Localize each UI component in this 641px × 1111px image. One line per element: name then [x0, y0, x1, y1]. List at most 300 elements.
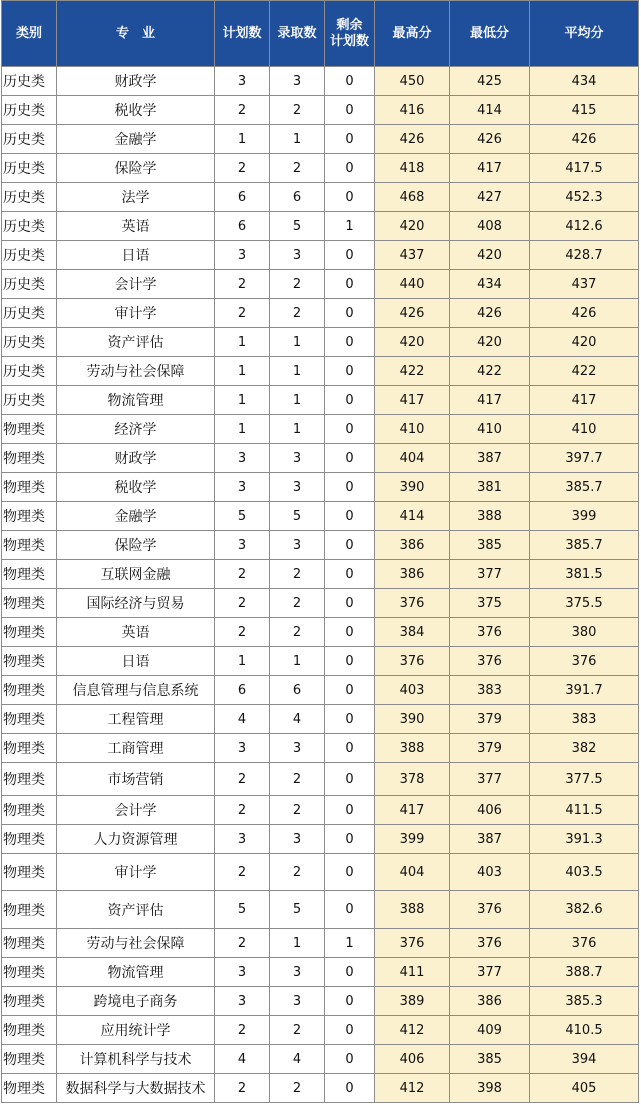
cell-plan: 2 — [215, 796, 270, 825]
cell-avg-score: 376 — [530, 647, 639, 676]
cell-plan: 4 — [215, 1045, 270, 1074]
table-row — [2, 386, 639, 415]
cell-max-score: 468 — [375, 183, 450, 212]
cell-avg-score: 415 — [530, 96, 639, 125]
cell-avg-score: 399 — [530, 502, 639, 531]
cell-remaining: 0 — [325, 299, 375, 328]
cell-major: 保险学 — [57, 531, 215, 560]
cell-plan: 2 — [215, 154, 270, 183]
cell-major: 财政学 — [57, 444, 215, 473]
cell-min-score: 379 — [450, 734, 530, 763]
cell-avg-score: 391.3 — [530, 825, 639, 854]
cell-major: 日语 — [57, 241, 215, 270]
cell-min-score: 385 — [450, 531, 530, 560]
cell-remaining: 0 — [325, 154, 375, 183]
cell-min-score: 426 — [450, 299, 530, 328]
cell-plan: 4 — [215, 705, 270, 734]
cell-major: 人力资源管理 — [57, 825, 215, 854]
cell-admitted: 3 — [270, 734, 325, 763]
cell-category: 物理类 — [2, 502, 57, 531]
cell-min-score: 379 — [450, 705, 530, 734]
cell-remaining: 0 — [325, 958, 375, 987]
cell-min-score: 406 — [450, 796, 530, 825]
cell-category: 物理类 — [2, 444, 57, 473]
cell-max-score: 404 — [375, 854, 450, 891]
admission-score-table — [1, 0, 639, 1103]
table-row — [2, 1045, 639, 1074]
cell-min-score: 427 — [450, 183, 530, 212]
cell-category: 物理类 — [2, 1016, 57, 1045]
cell-max-score: 417 — [375, 796, 450, 825]
cell-min-score: 409 — [450, 1016, 530, 1045]
cell-max-score: 418 — [375, 154, 450, 183]
cell-admitted: 2 — [270, 854, 325, 891]
cell-category: 历史类 — [2, 386, 57, 415]
cell-major: 税收学 — [57, 96, 215, 125]
cell-admitted: 1 — [270, 357, 325, 386]
cell-remaining: 0 — [325, 589, 375, 618]
cell-max-score: 390 — [375, 705, 450, 734]
cell-min-score: 377 — [450, 560, 530, 589]
cell-category: 历史类 — [2, 67, 57, 96]
cell-category: 物理类 — [2, 647, 57, 676]
cell-max-score: 376 — [375, 589, 450, 618]
cell-plan: 3 — [215, 734, 270, 763]
cell-admitted: 4 — [270, 705, 325, 734]
cell-admitted: 4 — [270, 1045, 325, 1074]
table-row — [2, 589, 639, 618]
cell-major: 信息管理与信息系统 — [57, 676, 215, 705]
cell-major: 会计学 — [57, 796, 215, 825]
cell-min-score: 376 — [450, 647, 530, 676]
cell-plan: 2 — [215, 854, 270, 891]
cell-avg-score: 382 — [530, 734, 639, 763]
cell-max-score: 412 — [375, 1016, 450, 1045]
cell-major: 互联网金融 — [57, 560, 215, 589]
cell-min-score: 386 — [450, 987, 530, 1016]
cell-remaining: 0 — [325, 676, 375, 705]
table-row — [2, 444, 639, 473]
cell-plan: 2 — [215, 929, 270, 958]
cell-avg-score: 383 — [530, 705, 639, 734]
table-row — [2, 299, 639, 328]
cell-remaining: 0 — [325, 618, 375, 647]
cell-avg-score: 411.5 — [530, 796, 639, 825]
cell-admitted: 2 — [270, 270, 325, 299]
cell-avg-score: 385.3 — [530, 987, 639, 1016]
table-row — [2, 958, 639, 987]
cell-category: 物理类 — [2, 825, 57, 854]
table-row — [2, 705, 639, 734]
cell-remaining: 0 — [325, 647, 375, 676]
table-row — [2, 796, 639, 825]
cell-category: 物理类 — [2, 958, 57, 987]
cell-major: 会计学 — [57, 270, 215, 299]
cell-remaining: 0 — [325, 473, 375, 502]
cell-category: 物理类 — [2, 929, 57, 958]
cell-min-score: 377 — [450, 763, 530, 796]
table-row — [2, 212, 639, 241]
cell-max-score: 378 — [375, 763, 450, 796]
cell-avg-score: 381.5 — [530, 560, 639, 589]
cell-avg-score: 380 — [530, 618, 639, 647]
cell-admitted: 2 — [270, 96, 325, 125]
table-row — [2, 1074, 639, 1103]
header-admitted: 录取数 — [270, 1, 325, 67]
cell-avg-score: 388.7 — [530, 958, 639, 987]
cell-remaining: 0 — [325, 854, 375, 891]
cell-plan: 3 — [215, 987, 270, 1016]
cell-plan: 2 — [215, 589, 270, 618]
cell-admitted: 2 — [270, 560, 325, 589]
cell-remaining: 0 — [325, 1045, 375, 1074]
cell-major: 金融学 — [57, 125, 215, 154]
cell-category: 物理类 — [2, 734, 57, 763]
cell-max-score: 417 — [375, 386, 450, 415]
table-row — [2, 154, 639, 183]
cell-admitted: 1 — [270, 929, 325, 958]
cell-plan: 3 — [215, 444, 270, 473]
cell-major: 审计学 — [57, 299, 215, 328]
table-row — [2, 763, 639, 796]
cell-remaining: 0 — [325, 891, 375, 929]
cell-avg-score: 403.5 — [530, 854, 639, 891]
cell-plan: 3 — [215, 473, 270, 502]
cell-plan: 2 — [215, 1074, 270, 1103]
cell-max-score: 414 — [375, 502, 450, 531]
header-remaining-line2: 计划数 — [329, 33, 369, 49]
cell-admitted: 3 — [270, 241, 325, 270]
cell-major: 保险学 — [57, 154, 215, 183]
header-remaining-line1: 剩余 — [336, 17, 363, 33]
cell-min-score: 434 — [450, 270, 530, 299]
cell-plan: 6 — [215, 183, 270, 212]
cell-remaining: 0 — [325, 763, 375, 796]
cell-avg-score: 437 — [530, 270, 639, 299]
cell-min-score: 398 — [450, 1074, 530, 1103]
cell-remaining: 0 — [325, 125, 375, 154]
cell-remaining: 0 — [325, 705, 375, 734]
cell-plan: 5 — [215, 502, 270, 531]
header-row — [2, 1, 639, 67]
cell-admitted: 1 — [270, 386, 325, 415]
table-row — [2, 67, 639, 96]
cell-category: 物理类 — [2, 1074, 57, 1103]
cell-admitted: 2 — [270, 1074, 325, 1103]
cell-admitted: 3 — [270, 825, 325, 854]
cell-remaining: 0 — [325, 987, 375, 1016]
cell-category: 物理类 — [2, 705, 57, 734]
cell-avg-score: 412.6 — [530, 212, 639, 241]
cell-min-score: 385 — [450, 1045, 530, 1074]
cell-plan: 3 — [215, 958, 270, 987]
cell-min-score: 422 — [450, 357, 530, 386]
cell-category: 物理类 — [2, 854, 57, 891]
cell-remaining: 0 — [325, 796, 375, 825]
cell-min-score: 376 — [450, 618, 530, 647]
cell-max-score: 404 — [375, 444, 450, 473]
table-row — [2, 560, 639, 589]
table-row — [2, 647, 639, 676]
table-row — [2, 929, 639, 958]
cell-avg-score: 391.7 — [530, 676, 639, 705]
cell-avg-score: 410 — [530, 415, 639, 444]
cell-admitted: 3 — [270, 987, 325, 1016]
table-row — [2, 473, 639, 502]
cell-min-score: 414 — [450, 96, 530, 125]
cell-max-score: 411 — [375, 958, 450, 987]
cell-category: 历史类 — [2, 241, 57, 270]
cell-category: 物理类 — [2, 676, 57, 705]
table-row — [2, 618, 639, 647]
cell-max-score: 386 — [375, 531, 450, 560]
cell-major: 劳动与社会保障 — [57, 357, 215, 386]
cell-category: 历史类 — [2, 299, 57, 328]
header-plan: 计划数 — [215, 1, 270, 67]
cell-max-score: 422 — [375, 357, 450, 386]
cell-max-score: 420 — [375, 212, 450, 241]
cell-avg-score: 382.6 — [530, 891, 639, 929]
cell-plan: 2 — [215, 763, 270, 796]
cell-min-score: 376 — [450, 891, 530, 929]
cell-category: 历史类 — [2, 357, 57, 386]
table-row — [2, 125, 639, 154]
cell-plan: 2 — [215, 270, 270, 299]
cell-remaining: 0 — [325, 270, 375, 299]
cell-major: 数据科学与大数据技术 — [57, 1074, 215, 1103]
cell-major: 英语 — [57, 618, 215, 647]
cell-major: 审计学 — [57, 854, 215, 891]
cell-avg-score: 452.3 — [530, 183, 639, 212]
cell-max-score: 440 — [375, 270, 450, 299]
cell-category: 物理类 — [2, 531, 57, 560]
cell-remaining: 0 — [325, 96, 375, 125]
cell-min-score: 426 — [450, 125, 530, 154]
cell-remaining: 0 — [325, 1016, 375, 1045]
cell-avg-score: 375.5 — [530, 589, 639, 618]
cell-plan: 2 — [215, 618, 270, 647]
table-row — [2, 96, 639, 125]
cell-major: 金融学 — [57, 502, 215, 531]
cell-remaining: 0 — [325, 734, 375, 763]
cell-min-score: 420 — [450, 328, 530, 357]
cell-min-score: 388 — [450, 502, 530, 531]
cell-plan: 3 — [215, 825, 270, 854]
table-row — [2, 987, 639, 1016]
cell-avg-score: 397.7 — [530, 444, 639, 473]
cell-plan: 2 — [215, 1016, 270, 1045]
cell-plan: 3 — [215, 241, 270, 270]
cell-admitted: 2 — [270, 154, 325, 183]
cell-min-score: 376 — [450, 929, 530, 958]
cell-avg-score: 385.7 — [530, 473, 639, 502]
cell-plan: 1 — [215, 357, 270, 386]
cell-remaining: 0 — [325, 67, 375, 96]
table-row — [2, 854, 639, 891]
cell-min-score: 420 — [450, 241, 530, 270]
cell-category: 历史类 — [2, 154, 57, 183]
header-major: 专 业 — [57, 1, 215, 67]
cell-major: 劳动与社会保障 — [57, 929, 215, 958]
cell-major: 税收学 — [57, 473, 215, 502]
cell-major: 国际经济与贸易 — [57, 589, 215, 618]
cell-avg-score: 417.5 — [530, 154, 639, 183]
cell-major: 资产评估 — [57, 328, 215, 357]
cell-plan: 5 — [215, 891, 270, 929]
cell-remaining: 0 — [325, 502, 375, 531]
cell-max-score: 384 — [375, 618, 450, 647]
cell-category: 物理类 — [2, 763, 57, 796]
cell-min-score: 387 — [450, 825, 530, 854]
cell-max-score: 420 — [375, 328, 450, 357]
cell-admitted: 2 — [270, 1016, 325, 1045]
cell-category: 物理类 — [2, 987, 57, 1016]
cell-category: 物理类 — [2, 796, 57, 825]
cell-category: 物理类 — [2, 589, 57, 618]
cell-max-score: 416 — [375, 96, 450, 125]
cell-plan: 1 — [215, 125, 270, 154]
cell-max-score: 437 — [375, 241, 450, 270]
cell-admitted: 5 — [270, 502, 325, 531]
table-row — [2, 676, 639, 705]
cell-max-score: 410 — [375, 415, 450, 444]
cell-major: 计算机科学与技术 — [57, 1045, 215, 1074]
cell-major: 英语 — [57, 212, 215, 241]
cell-admitted: 5 — [270, 212, 325, 241]
cell-min-score: 375 — [450, 589, 530, 618]
cell-remaining: 0 — [325, 357, 375, 386]
cell-max-score: 386 — [375, 560, 450, 589]
cell-major: 应用统计学 — [57, 1016, 215, 1045]
cell-plan: 6 — [215, 676, 270, 705]
cell-admitted: 5 — [270, 891, 325, 929]
cell-admitted: 1 — [270, 415, 325, 444]
cell-avg-score: 385.7 — [530, 531, 639, 560]
cell-major: 市场营销 — [57, 763, 215, 796]
cell-admitted: 1 — [270, 647, 325, 676]
cell-remaining: 1 — [325, 929, 375, 958]
table-row — [2, 1016, 639, 1045]
cell-major: 法学 — [57, 183, 215, 212]
cell-max-score: 388 — [375, 734, 450, 763]
cell-avg-score: 428.7 — [530, 241, 639, 270]
cell-max-score: 399 — [375, 825, 450, 854]
cell-avg-score: 405 — [530, 1074, 639, 1103]
table-row — [2, 825, 639, 854]
cell-major: 工商管理 — [57, 734, 215, 763]
cell-admitted: 2 — [270, 299, 325, 328]
cell-remaining: 0 — [325, 386, 375, 415]
cell-plan: 3 — [215, 531, 270, 560]
cell-plan: 1 — [215, 647, 270, 676]
cell-plan: 2 — [215, 560, 270, 589]
cell-max-score: 389 — [375, 987, 450, 1016]
cell-remaining: 0 — [325, 531, 375, 560]
header-avg: 平均分 — [530, 1, 639, 67]
cell-remaining: 0 — [325, 183, 375, 212]
cell-remaining: 0 — [325, 328, 375, 357]
cell-category: 物理类 — [2, 1045, 57, 1074]
cell-max-score: 406 — [375, 1045, 450, 1074]
cell-category: 历史类 — [2, 183, 57, 212]
cell-major: 日语 — [57, 647, 215, 676]
cell-min-score: 383 — [450, 676, 530, 705]
cell-admitted: 3 — [270, 531, 325, 560]
cell-min-score: 403 — [450, 854, 530, 891]
cell-avg-score: 410.5 — [530, 1016, 639, 1045]
cell-remaining: 0 — [325, 1074, 375, 1103]
cell-plan: 6 — [215, 212, 270, 241]
cell-min-score: 417 — [450, 386, 530, 415]
cell-category: 物理类 — [2, 415, 57, 444]
cell-plan: 1 — [215, 415, 270, 444]
cell-major: 物流管理 — [57, 958, 215, 987]
cell-avg-score: 377.5 — [530, 763, 639, 796]
table-row — [2, 328, 639, 357]
cell-major: 跨境电子商务 — [57, 987, 215, 1016]
cell-avg-score: 426 — [530, 299, 639, 328]
header-category: 类别 — [2, 1, 57, 67]
cell-max-score: 388 — [375, 891, 450, 929]
cell-remaining: 0 — [325, 241, 375, 270]
cell-admitted: 1 — [270, 328, 325, 357]
cell-admitted: 3 — [270, 958, 325, 987]
cell-max-score: 412 — [375, 1074, 450, 1103]
cell-plan: 1 — [215, 328, 270, 357]
cell-min-score: 387 — [450, 444, 530, 473]
cell-remaining: 0 — [325, 444, 375, 473]
cell-major: 财政学 — [57, 67, 215, 96]
cell-category: 历史类 — [2, 96, 57, 125]
cell-avg-score: 394 — [530, 1045, 639, 1074]
cell-category: 物理类 — [2, 891, 57, 929]
cell-plan: 2 — [215, 96, 270, 125]
cell-min-score: 425 — [450, 67, 530, 96]
cell-category: 历史类 — [2, 125, 57, 154]
table-row — [2, 734, 639, 763]
cell-major: 工程管理 — [57, 705, 215, 734]
cell-min-score: 408 — [450, 212, 530, 241]
cell-min-score: 381 — [450, 473, 530, 502]
table-row — [2, 415, 639, 444]
cell-admitted: 2 — [270, 618, 325, 647]
cell-remaining: 0 — [325, 825, 375, 854]
cell-max-score: 376 — [375, 647, 450, 676]
cell-avg-score: 434 — [530, 67, 639, 96]
cell-max-score: 403 — [375, 676, 450, 705]
cell-admitted: 6 — [270, 183, 325, 212]
cell-min-score: 417 — [450, 154, 530, 183]
header-min: 最低分 — [450, 1, 530, 67]
cell-plan: 2 — [215, 299, 270, 328]
cell-max-score: 376 — [375, 929, 450, 958]
cell-avg-score: 420 — [530, 328, 639, 357]
cell-admitted: 1 — [270, 125, 325, 154]
cell-remaining: 1 — [325, 212, 375, 241]
cell-max-score: 390 — [375, 473, 450, 502]
cell-plan: 3 — [215, 67, 270, 96]
table-row — [2, 183, 639, 212]
cell-avg-score: 417 — [530, 386, 639, 415]
cell-category: 历史类 — [2, 328, 57, 357]
table-row — [2, 531, 639, 560]
cell-major: 物流管理 — [57, 386, 215, 415]
cell-admitted: 2 — [270, 763, 325, 796]
cell-remaining: 0 — [325, 415, 375, 444]
cell-min-score: 410 — [450, 415, 530, 444]
cell-category: 物理类 — [2, 560, 57, 589]
table-row — [2, 357, 639, 386]
